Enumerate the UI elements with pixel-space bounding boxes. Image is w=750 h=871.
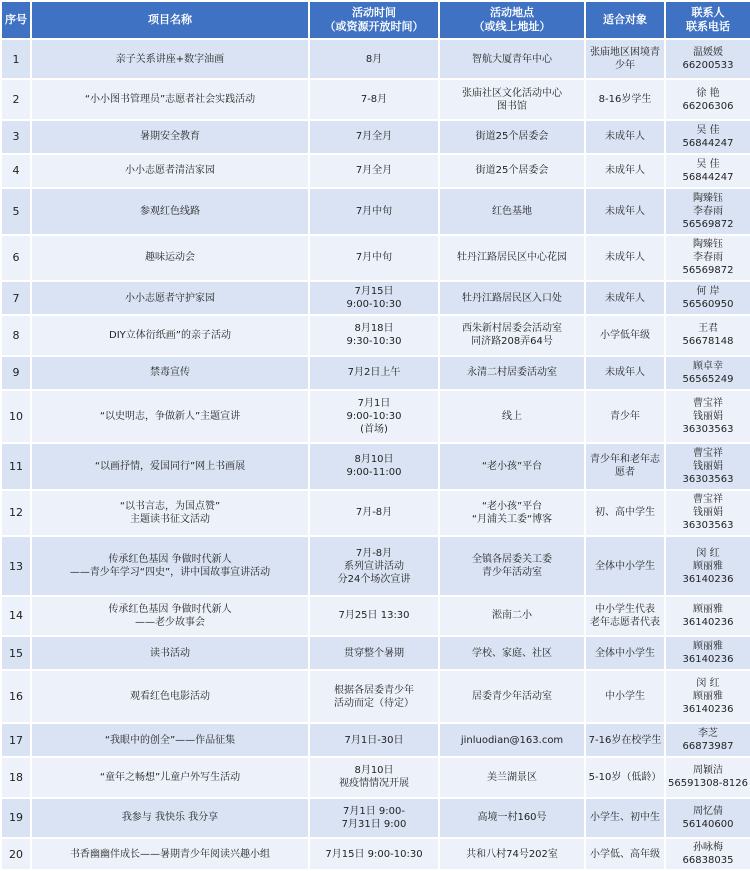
header-audience: 适合对象 bbox=[585, 1, 665, 39]
cell-audience: 未成年人 bbox=[585, 281, 665, 315]
cell-project: 观看红色电影活动 bbox=[31, 670, 309, 723]
cell-project: 亲子关系讲座+数字油画 bbox=[31, 39, 309, 79]
table-row bbox=[1, 39, 750, 79]
cell-contact: 王君 56678148 bbox=[665, 315, 750, 355]
header-project: 项目名称 bbox=[31, 1, 309, 39]
cell-time: 7月-8月 系列宣讲活动 分24个场次宣讲 bbox=[309, 536, 439, 596]
cell-no: 11 bbox=[1, 443, 31, 490]
cell-audience: 小学低年级 bbox=[585, 315, 665, 355]
cell-project: DIY立体衍纸画”的亲子活动 bbox=[31, 315, 309, 355]
cell-time: 根据各居委青少年 活动而定（待定） bbox=[309, 670, 439, 723]
cell-location: “老小孩”平台 “月浦关工委“博客 bbox=[439, 490, 585, 537]
header-location: 活动地点 （或线上地址） bbox=[439, 1, 585, 39]
table-row bbox=[1, 154, 750, 188]
table-row bbox=[1, 443, 750, 490]
cell-contact: 何 岸 56560950 bbox=[665, 281, 750, 315]
cell-no: 8 bbox=[1, 315, 31, 355]
table-row bbox=[1, 281, 750, 315]
cell-audience: 未成年人 bbox=[585, 154, 665, 188]
cell-location: 红色基地 bbox=[439, 188, 585, 235]
cell-audience: 全体中小学生 bbox=[585, 536, 665, 596]
cell-no: 1 bbox=[1, 39, 31, 79]
cell-location: 全镇各居委关工委 青少年活动室 bbox=[439, 536, 585, 596]
cell-contact: 顾丽雅 36140236 bbox=[665, 596, 750, 636]
cell-contact: 闵 红 顾丽雅 36140236 bbox=[665, 536, 750, 596]
cell-contact: 曹宝祥 钱丽娟 36303563 bbox=[665, 390, 750, 443]
cell-contact: 曹宝祥 钱丽娟 36303563 bbox=[665, 490, 750, 537]
cell-contact: 吴 佳 56844247 bbox=[665, 120, 750, 154]
cell-contact: 闵 红 顾丽雅 36140236 bbox=[665, 670, 750, 723]
cell-no: 10 bbox=[1, 390, 31, 443]
cell-audience: 5-10岁（低龄） bbox=[585, 757, 665, 797]
cell-project: 小小志愿者清洁家园 bbox=[31, 154, 309, 188]
cell-time: 7月中旬 bbox=[309, 188, 439, 235]
cell-no: 2 bbox=[1, 79, 31, 119]
cell-location: 街道25个居委会 bbox=[439, 120, 585, 154]
cell-contact: 陶臻钰 李春雨 56569872 bbox=[665, 188, 750, 235]
cell-location: 共和八村74号202室 bbox=[439, 838, 585, 870]
cell-contact: 顾卓幸 56565249 bbox=[665, 356, 750, 390]
cell-location: jinluodian@163.com bbox=[439, 723, 585, 757]
cell-no: 16 bbox=[1, 670, 31, 723]
table-row bbox=[1, 723, 750, 757]
cell-project: 传承红色基因 争做时代新人 ——青少年学习“四史”，讲中国故事宣讲活动 bbox=[31, 536, 309, 596]
table-row bbox=[1, 390, 750, 443]
cell-audience: 8-16岁学生 bbox=[585, 79, 665, 119]
cell-contact: 曹宝祥 钱丽娟 36303563 bbox=[665, 443, 750, 490]
cell-audience: 中小学生 bbox=[585, 670, 665, 723]
cell-audience: 未成年人 bbox=[585, 120, 665, 154]
cell-contact: 周颖洁 56591308-8126 bbox=[665, 757, 750, 797]
cell-audience: 未成年人 bbox=[585, 188, 665, 235]
cell-project: “以画抒情，爱国同行”网上书画展 bbox=[31, 443, 309, 490]
table-row bbox=[1, 757, 750, 797]
cell-no: 14 bbox=[1, 596, 31, 636]
cell-location: 学校、家庭、社区 bbox=[439, 636, 585, 670]
table-row bbox=[1, 536, 750, 596]
cell-no: 19 bbox=[1, 798, 31, 838]
cell-audience: 未成年人 bbox=[585, 356, 665, 390]
cell-contact: 顾丽雅 36140236 bbox=[665, 636, 750, 670]
cell-time: 7月1日 9:00-10:30 (首场) bbox=[309, 390, 439, 443]
cell-location: 高境一村160号 bbox=[439, 798, 585, 838]
cell-time: 8月10日 9:00-11:00 bbox=[309, 443, 439, 490]
cell-project: 读书活动 bbox=[31, 636, 309, 670]
cell-location: 张庙社区文化活动中心 图书馆 bbox=[439, 79, 585, 119]
header-no: 序号 bbox=[1, 1, 31, 39]
cell-time: 贯穿整个暑期 bbox=[309, 636, 439, 670]
cell-audience: 小学生、初中生 bbox=[585, 798, 665, 838]
cell-time: 7月1日 9:00- 7月31日 9:00 bbox=[309, 798, 439, 838]
cell-contact: 陶臻钰 李春雨 56569872 bbox=[665, 235, 750, 282]
table-row bbox=[1, 670, 750, 723]
cell-location: 智航大厦青年中心 bbox=[439, 39, 585, 79]
cell-project: “以史明志，争做新人”主题宣讲 bbox=[31, 390, 309, 443]
cell-contact: 李芝 66873987 bbox=[665, 723, 750, 757]
cell-time: 7月1日-30日 bbox=[309, 723, 439, 757]
cell-contact: 温媛媛 66200533 bbox=[665, 39, 750, 79]
cell-location: 居委青少年活动室 bbox=[439, 670, 585, 723]
cell-no: 12 bbox=[1, 490, 31, 537]
cell-audience: 中小学生代表 老年志愿者代表 bbox=[585, 596, 665, 636]
header-time: 活动时间 （或资源开放时间） bbox=[309, 1, 439, 39]
cell-no: 6 bbox=[1, 235, 31, 282]
cell-location: 美兰湖景区 bbox=[439, 757, 585, 797]
table-row bbox=[1, 235, 750, 282]
cell-time: 7月-8月 bbox=[309, 490, 439, 537]
table-row bbox=[1, 188, 750, 235]
cell-project: 参观红色线路 bbox=[31, 188, 309, 235]
cell-audience: 青少年和老年志愿者 bbox=[585, 443, 665, 490]
cell-location: 街道25个居委会 bbox=[439, 154, 585, 188]
table-row bbox=[1, 798, 750, 838]
cell-audience: 未成年人 bbox=[585, 235, 665, 282]
cell-no: 5 bbox=[1, 188, 31, 235]
cell-contact: 孙咏梅 66838035 bbox=[665, 838, 750, 870]
cell-project: 暑期安全教育 bbox=[31, 120, 309, 154]
cell-contact: 周忆倩 56140600 bbox=[665, 798, 750, 838]
table-row bbox=[1, 596, 750, 636]
cell-no: 9 bbox=[1, 356, 31, 390]
cell-time: 8月10日 视疫情情况开展 bbox=[309, 757, 439, 797]
table-row bbox=[1, 79, 750, 119]
table-row bbox=[1, 356, 750, 390]
table-row bbox=[1, 315, 750, 355]
table-row bbox=[1, 838, 750, 870]
cell-no: 13 bbox=[1, 536, 31, 596]
cell-time: 7-8月 bbox=[309, 79, 439, 119]
cell-audience: 全体中小学生 bbox=[585, 636, 665, 670]
cell-no: 18 bbox=[1, 757, 31, 797]
table-row bbox=[1, 120, 750, 154]
cell-project: 书香幽幽伴成长——暑期青少年阅读兴趣小组 bbox=[31, 838, 309, 870]
cell-time: 7月全月 bbox=[309, 154, 439, 188]
cell-no: 4 bbox=[1, 154, 31, 188]
cell-location: 线上 bbox=[439, 390, 585, 443]
table-row bbox=[1, 490, 750, 537]
cell-time: 7月15日 9:00-10:30 bbox=[309, 838, 439, 870]
cell-time: 7月25日 13:30 bbox=[309, 596, 439, 636]
cell-no: 15 bbox=[1, 636, 31, 670]
header-row bbox=[1, 1, 750, 39]
cell-location: 牡丹江路居民区中心花园 bbox=[439, 235, 585, 282]
cell-project: “我眼中的创全”——作品征集 bbox=[31, 723, 309, 757]
cell-audience: 初、高中学生 bbox=[585, 490, 665, 537]
cell-location: “老小孩”平台 bbox=[439, 443, 585, 490]
cell-project: 我参与 我快乐 我分享 bbox=[31, 798, 309, 838]
cell-no: 20 bbox=[1, 838, 31, 870]
table-row bbox=[1, 636, 750, 670]
cell-time: 7月2日上午 bbox=[309, 356, 439, 390]
cell-audience: 青少年 bbox=[585, 390, 665, 443]
table-header bbox=[1, 1, 750, 39]
cell-no: 7 bbox=[1, 281, 31, 315]
cell-project: 小小志愿者守护家园 bbox=[31, 281, 309, 315]
cell-project: “小小图书管理员”志愿者社会实践活动 bbox=[31, 79, 309, 119]
cell-project: 趣味运动会 bbox=[31, 235, 309, 282]
cell-time: 7月全月 bbox=[309, 120, 439, 154]
cell-contact: 徐 艳 66206306 bbox=[665, 79, 750, 119]
cell-no: 3 bbox=[1, 120, 31, 154]
cell-no: 17 bbox=[1, 723, 31, 757]
cell-audience: 张庙地区困境青少年 bbox=[585, 39, 665, 79]
cell-time: 7月15日 9:00-10:30 bbox=[309, 281, 439, 315]
cell-location: 牡丹江路居民区入口处 bbox=[439, 281, 585, 315]
table-body bbox=[1, 39, 750, 870]
cell-location: 永清二村居委活动室 bbox=[439, 356, 585, 390]
cell-project: “以书言志，为国点赞” 主题读书征文活动 bbox=[31, 490, 309, 537]
cell-time: 8月 bbox=[309, 39, 439, 79]
cell-audience: 7-16岁在校学生 bbox=[585, 723, 665, 757]
cell-contact: 吴 佳 56844247 bbox=[665, 154, 750, 188]
cell-location: 西朱新村居委会活动室 同济路208弄64号 bbox=[439, 315, 585, 355]
cell-project: “童年之畅想”儿童户外写生活动 bbox=[31, 757, 309, 797]
cell-project: 传承红色基因 争做时代新人 ——老少故事会 bbox=[31, 596, 309, 636]
cell-project: 禁毒宣传 bbox=[31, 356, 309, 390]
cell-audience: 小学低、高年级 bbox=[585, 838, 665, 870]
header-contact: 联系人 联系电话 bbox=[665, 1, 750, 39]
cell-location: 淞南二小 bbox=[439, 596, 585, 636]
cell-time: 8月18日 9:30-10:30 bbox=[309, 315, 439, 355]
cell-time: 7月中旬 bbox=[309, 235, 439, 282]
